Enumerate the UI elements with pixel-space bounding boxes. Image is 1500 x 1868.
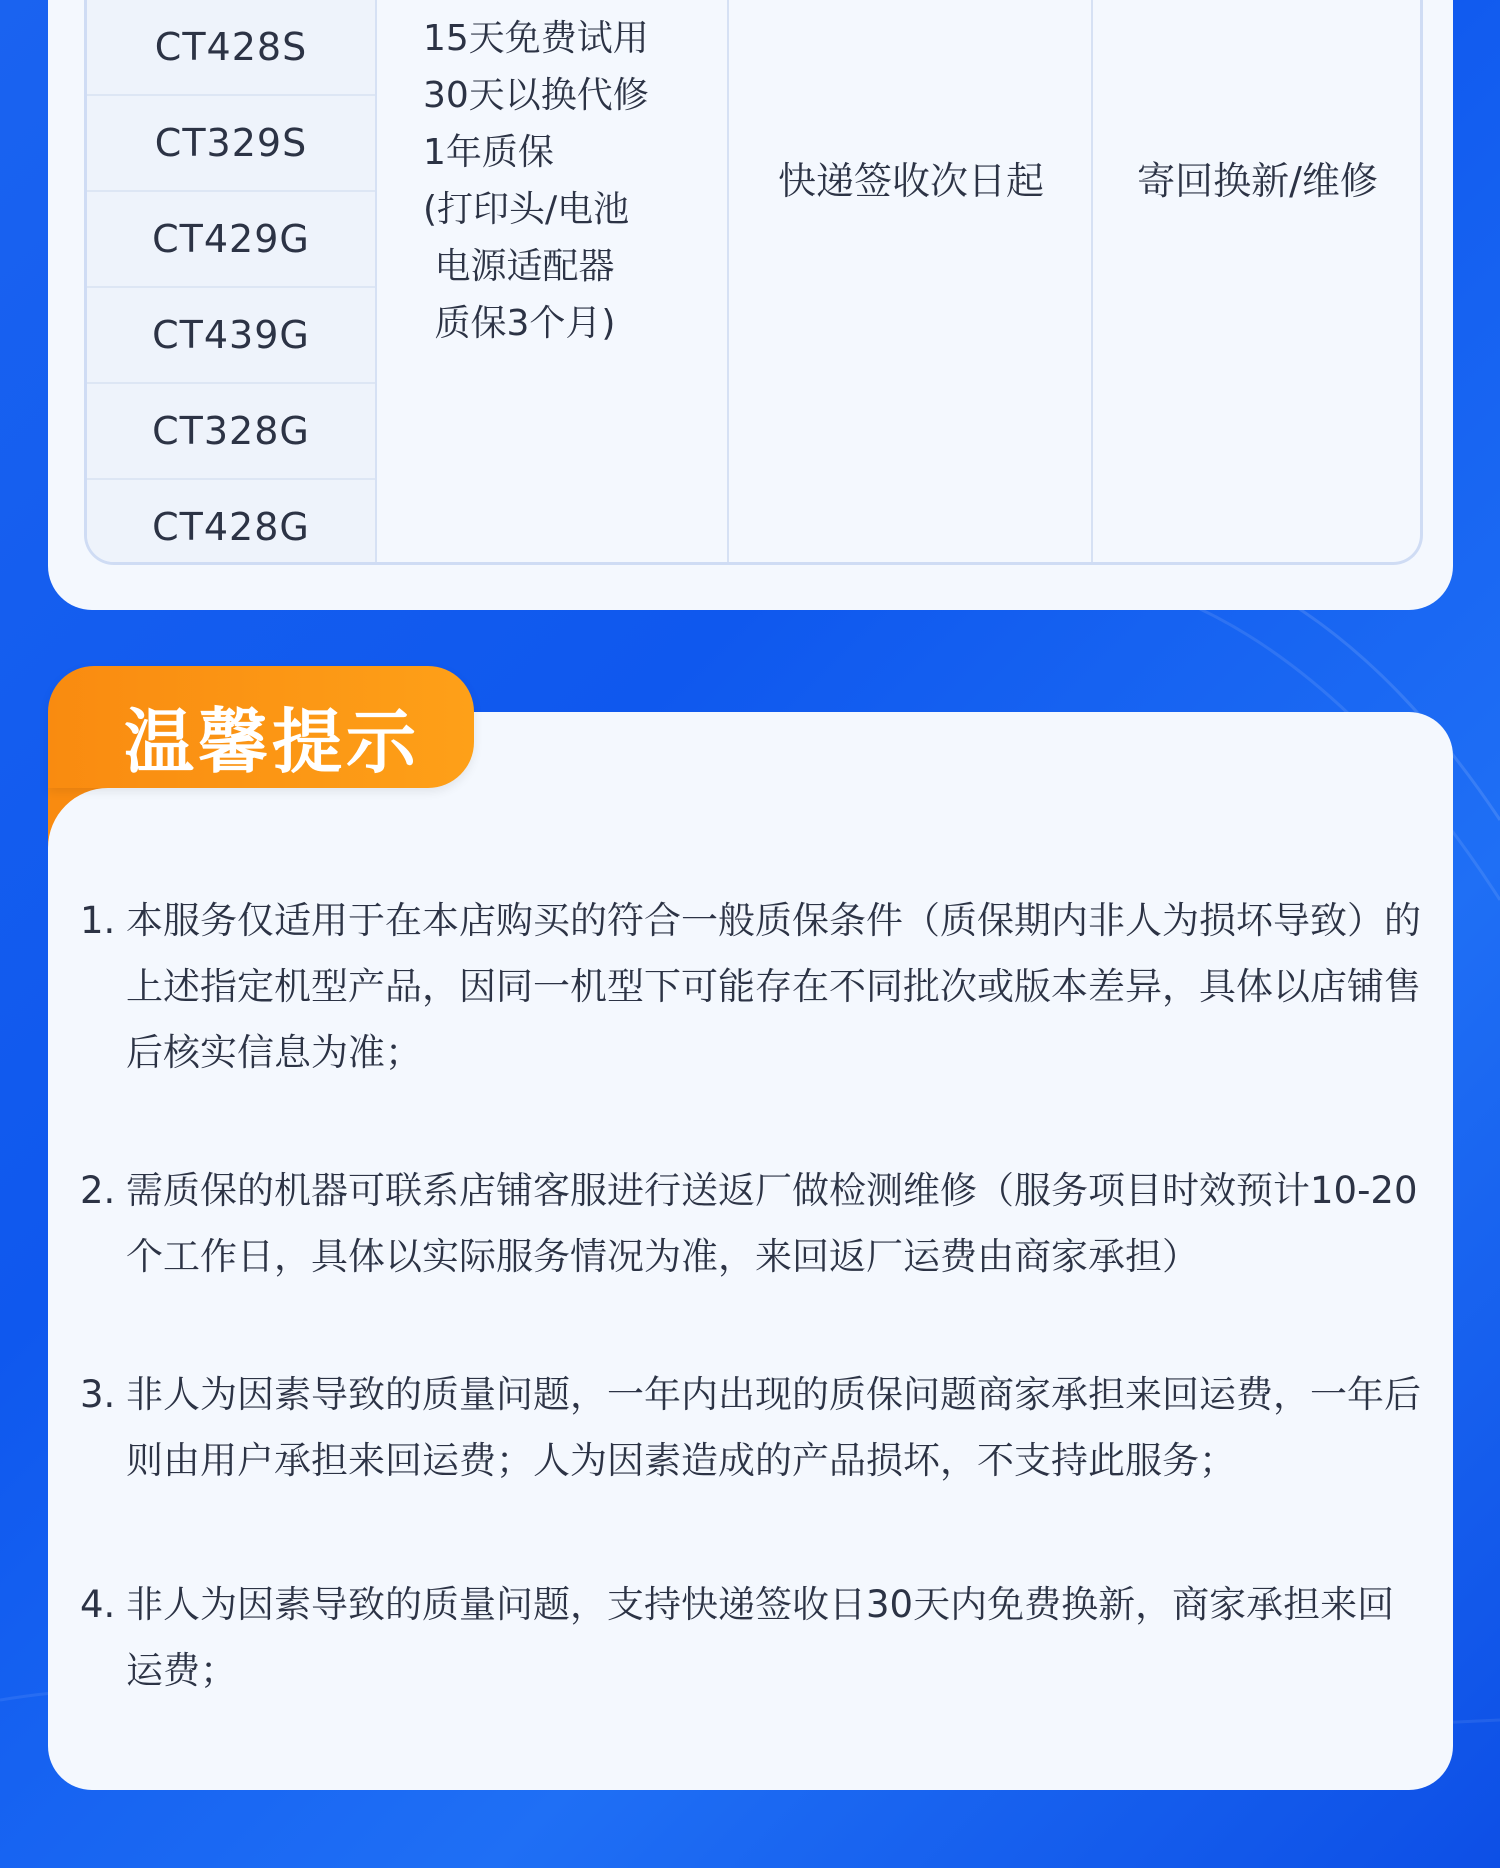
policy-text: 15天免费试用 30天以换代修 1年质保 (打印头/电池 电源适配器 质保3个月) xyxy=(423,18,649,344)
model-name: CT429G xyxy=(152,217,310,261)
tip-number: 3. xyxy=(80,1373,116,1416)
start-time-text: 快递签收次日起 xyxy=(777,159,1044,203)
table-row xyxy=(87,96,375,192)
tip-text: 本服务仅适用于在本店购买的符合一般质保条件（质保期内非人为损坏导致）的上述指定机型产品，因同一机型下可能存在不同批次或版本差异，具体以店铺售后核实信息为准； xyxy=(126,899,1421,1074)
table-row xyxy=(87,288,375,384)
tip-text: 非人为因素导致的质量问题，一年内出现的质保问题商家承担来回运费，一年后则由用户承担来回运费；人为因素造成的产品损坏，不支持此服务； xyxy=(126,1373,1421,1482)
model-name: CT428G xyxy=(152,505,310,549)
start-time-column xyxy=(727,0,1093,562)
tip-item xyxy=(80,888,1430,1086)
tips-title: 温馨提示 xyxy=(124,701,420,783)
warranty-table-card xyxy=(48,0,1453,610)
tip-number: 4. xyxy=(80,1583,116,1626)
tip-item xyxy=(80,1158,1430,1290)
table-row xyxy=(87,480,375,565)
model-name: CT439G xyxy=(152,313,310,357)
table-row xyxy=(87,384,375,480)
warranty-table xyxy=(84,0,1423,565)
tip-item xyxy=(80,1362,1430,1494)
model-name: CT329S xyxy=(154,121,308,165)
service-type-text: 寄回换新/维修 xyxy=(1137,159,1378,203)
service-type-column xyxy=(1091,0,1422,562)
tip-item xyxy=(80,1572,1430,1704)
tip-text: 非人为因素导致的质量问题，支持快递签收日30天内免费换新，商家承担来回运费； xyxy=(126,1583,1395,1692)
tip-number: 1. xyxy=(80,899,116,942)
table-row xyxy=(87,0,375,96)
model-name: CT428S xyxy=(154,25,308,69)
tip-text: 需质保的机器可联系店铺客服进行送返厂做检测维修（服务项目时效预计10-20个工作日，具体以实际服务情况为准，来回返厂运费由商家承担） xyxy=(126,1169,1418,1278)
model-column xyxy=(87,0,375,562)
model-name: CT328G xyxy=(152,409,310,453)
tip-number: 2. xyxy=(80,1169,116,1212)
table-row xyxy=(87,192,375,288)
policy-column xyxy=(375,0,729,562)
